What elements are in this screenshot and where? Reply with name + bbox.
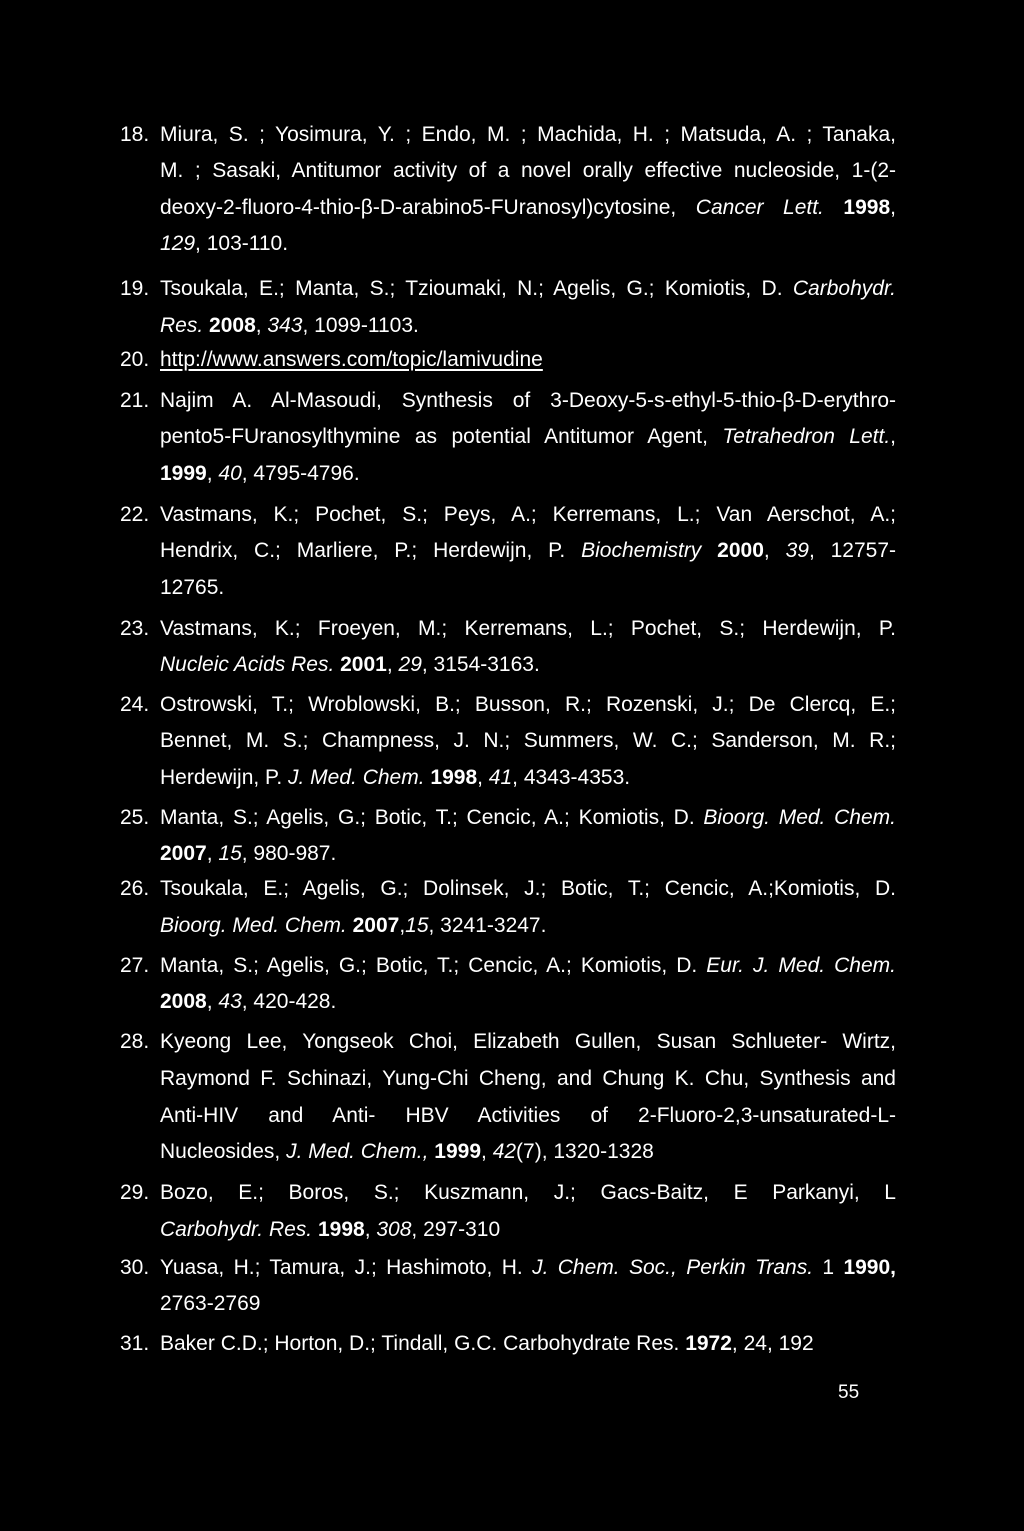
reference-text: 2007 <box>160 842 207 865</box>
reference-text: Manta, S.; Agelis, G.; Botic, T.; Cencic, A.; Komiotis, D. <box>160 806 704 829</box>
reference-line <box>160 1218 500 1242</box>
reference-text: J. Med. Chem., <box>286 1140 429 1163</box>
reference-text: Bennet, M. S.; Champness, J. N.; Summers, W. C.; Sanderson, M. R.; <box>160 729 896 752</box>
reference-text: , <box>890 425 897 448</box>
reference-number: 31. <box>120 1332 150 1355</box>
reference-text: 1999 <box>434 1140 482 1163</box>
reference-line <box>160 503 896 527</box>
reference-text: Tsoukala, E.; Agelis, G.; Dolinsek, J.; Botic, T.; Cencic, A.;Komiotis, D. <box>160 877 896 900</box>
reference-number: 22. <box>120 503 150 526</box>
reference-text: 2007 <box>352 914 400 937</box>
reference-text: Carbohydr. Res. <box>160 1218 313 1241</box>
reference-line <box>160 159 896 183</box>
reference-text: 1999 <box>160 462 207 485</box>
reference-text: Cancer Lett. <box>695 196 824 219</box>
reference-text: 343 <box>267 314 303 337</box>
reference-text: 1990, <box>843 1256 897 1279</box>
reference-number: 27. <box>120 954 150 977</box>
reference-text: Nucleic Acids Res. <box>160 653 335 676</box>
reference-text: 1998 <box>843 196 891 219</box>
reference-number: 26. <box>120 877 150 900</box>
reference-text: , <box>763 539 786 562</box>
reference-text: , 297-310 <box>411 1218 501 1241</box>
reference-line <box>160 1181 896 1205</box>
reference-text: , 420-428. <box>241 990 337 1013</box>
reference-text: , <box>364 1218 377 1241</box>
reference-number: 28. <box>120 1030 150 1053</box>
reference-line <box>160 1256 896 1280</box>
reference-text: Vastmans, K.; Froeyen, M.; Kerremans, L.; Pochet, S.; Herdewijn, P. <box>160 617 896 640</box>
reference-number: 25. <box>120 806 150 829</box>
reference-text: Manta, S.; Agelis, G.; Botic, T.; Cencic, A.; Komiotis, D. <box>160 954 707 977</box>
reference-line <box>160 914 546 938</box>
reference-text: , <box>399 914 406 937</box>
reference-line <box>160 576 224 600</box>
reference-line <box>160 990 336 1014</box>
reference-line <box>160 1104 896 1128</box>
reference-text: 129 <box>160 232 196 255</box>
reference-text: Tsoukala, E.; Manta, S.; Tzioumaki, N.; Agelis, G.; Komiotis, D. <box>160 277 793 300</box>
reference-text: 29 <box>398 653 422 676</box>
reference-line <box>160 348 543 372</box>
reference-text: Herdewijn, P. <box>160 766 289 789</box>
reference-text: , 12757- <box>808 539 897 562</box>
reference-text: Bozo, E.; Boros, S.; Kuszmann, J.; Gacs-Baitz, E Parkanyi, L <box>160 1181 896 1204</box>
reference-text: J. Chem. Soc., Perkin Trans. <box>532 1256 814 1279</box>
reference-text: Baker C.D.; Horton, D.; Tindall, G.C. Carbohydrate Res. <box>160 1332 686 1355</box>
reference-line <box>160 954 896 978</box>
reference-text: 308 <box>376 1218 412 1241</box>
reference-number: 20. <box>120 348 150 371</box>
reference-text: Bioorg. Med. Chem. <box>160 914 347 937</box>
reference-line <box>160 842 336 866</box>
reference-line <box>160 462 360 486</box>
reference-text: , 1099-1103. <box>302 314 419 337</box>
reference-line <box>160 123 896 147</box>
reference-text: Res. <box>160 314 204 337</box>
reference-text: , 103-110. <box>195 232 289 255</box>
reference-text: Vastmans, K.; Pochet, S.; Peys, A.; Kerremans, L.; Van Aerschot, A.; <box>160 503 896 526</box>
reference-line <box>160 1332 814 1356</box>
reference-text: 2000 <box>717 539 764 562</box>
reference-line <box>160 877 896 901</box>
reference-number: 29. <box>120 1181 150 1204</box>
reference-line <box>160 1067 896 1091</box>
reference-text: 15 <box>405 914 429 937</box>
reference-text: 43 <box>218 990 242 1013</box>
reference-number: 23. <box>120 617 150 640</box>
reference-text: 2763-2769 <box>160 1292 261 1315</box>
reference-text: Najim A. Al-Masoudi, Synthesis of 3-Deoxy-5-s-ethyl-5-thio-β-D-erythro- <box>160 389 896 412</box>
reference-text: 2008 <box>160 990 207 1013</box>
reference-text: , <box>481 1140 493 1163</box>
reference-text: 12765. <box>160 576 225 599</box>
page-number: 55 <box>838 1382 860 1403</box>
reference-number: 18. <box>120 123 150 146</box>
reference-text: pento5-FUranosylthymine as potential Antitumor Agent, <box>160 425 723 448</box>
reference-text: M. ; Sasaki, Antitumor activity of a novel orally effective nucleoside, 1-(2- <box>160 159 896 182</box>
reference-line <box>160 277 896 301</box>
reference-line <box>160 1292 260 1316</box>
reference-text: 41 <box>488 766 513 789</box>
reference-text: , 24, 192 <box>731 1332 814 1355</box>
reference-text: 2008 <box>209 314 256 337</box>
reference-text <box>824 196 844 219</box>
reference-line <box>160 766 630 790</box>
reference-text: , 980-987. <box>241 842 337 865</box>
reference-text: Ostrowski, T.; Wroblowski, B.; Busson, R.; Rozenski, J.; De Clercq, E.; <box>160 693 896 716</box>
reference-line <box>160 196 896 220</box>
reference-line <box>160 1140 654 1164</box>
reference-text: , <box>206 990 219 1013</box>
reference-text: Yuasa, H.; Tamura, J.; Hashimoto, H. <box>160 1256 533 1279</box>
reference-line <box>160 693 896 717</box>
reference-text: (7), 1320-1328 <box>516 1140 654 1163</box>
reference-link[interactable]: http://www.answers.com/topic/lamivudine <box>160 348 543 371</box>
reference-text: , <box>890 196 896 219</box>
reference-text: , <box>386 653 399 676</box>
reference-text: Eur. J. Med. Chem. <box>706 954 896 977</box>
reference-line <box>160 314 419 338</box>
reference-text: 1972 <box>685 1332 732 1355</box>
reference-text: 1 <box>813 1256 844 1279</box>
reference-text: , <box>206 842 219 865</box>
reference-number: 30. <box>120 1256 150 1279</box>
reference-text: J. Med. Chem. <box>288 766 425 789</box>
reference-text: Hendrix, C.; Marliere, P.; Herdewijn, P. <box>160 539 582 562</box>
reference-text: deoxy-2-fluoro-4-thio-β-D-arabino5-FUranosyl)cytosine, <box>160 196 696 219</box>
reference-text: 15 <box>218 842 242 865</box>
reference-text: Nucleosides, <box>160 1140 287 1163</box>
reference-text: , <box>477 766 489 789</box>
reference-line <box>160 729 896 753</box>
reference-text: Kyeong Lee, Yongseok Choi, Elizabeth Gullen, Susan Schlueter- Wirtz, <box>160 1030 896 1053</box>
reference-text: Anti-HIV and Anti- HBV Activities of 2-Fluoro-2,3-unsaturated-L- <box>160 1104 896 1127</box>
reference-line <box>160 806 896 830</box>
reference-text: 42 <box>492 1140 517 1163</box>
reference-text: Biochemistry <box>581 539 702 562</box>
reference-text: , 4343-4353. <box>512 766 631 789</box>
reference-line <box>160 617 896 641</box>
reference-text: Bioorg. Med. Chem. <box>703 806 896 829</box>
reference-text: , <box>255 314 268 337</box>
reference-line <box>160 653 540 677</box>
reference-number: 21. <box>120 389 150 412</box>
reference-text: , 3241-3247. <box>428 914 547 937</box>
reference-text <box>701 539 717 562</box>
reference-text: 40 <box>218 462 242 485</box>
reference-line <box>160 539 896 563</box>
reference-line <box>160 389 896 413</box>
reference-line <box>160 232 288 256</box>
reference-number: 19. <box>120 277 150 300</box>
reference-text: , <box>206 462 219 485</box>
reference-text: 39 <box>785 539 809 562</box>
reference-text: , 4795-4796. <box>241 462 360 485</box>
reference-text: Carbohydr. <box>792 277 896 300</box>
reference-text: 1998 <box>317 1218 365 1241</box>
reference-number: 24. <box>120 693 150 716</box>
reference-line <box>160 425 896 449</box>
reference-line <box>160 1030 896 1054</box>
reference-text: Miura, S. ; Yosimura, Y. ; Endo, M. ; Machida, H. ; Matsuda, A. ; Tanaka, <box>160 123 896 146</box>
reference-text: , 3154-3163. <box>421 653 540 676</box>
reference-text: 2001 <box>340 653 387 676</box>
reference-text: Raymond F. Schinazi, Yung-Chi Cheng, and Chung K. Chu, Synthesis and <box>160 1067 896 1090</box>
reference-text: Tetrahedron Lett. <box>722 425 891 448</box>
reference-text: 1998 <box>430 766 478 789</box>
